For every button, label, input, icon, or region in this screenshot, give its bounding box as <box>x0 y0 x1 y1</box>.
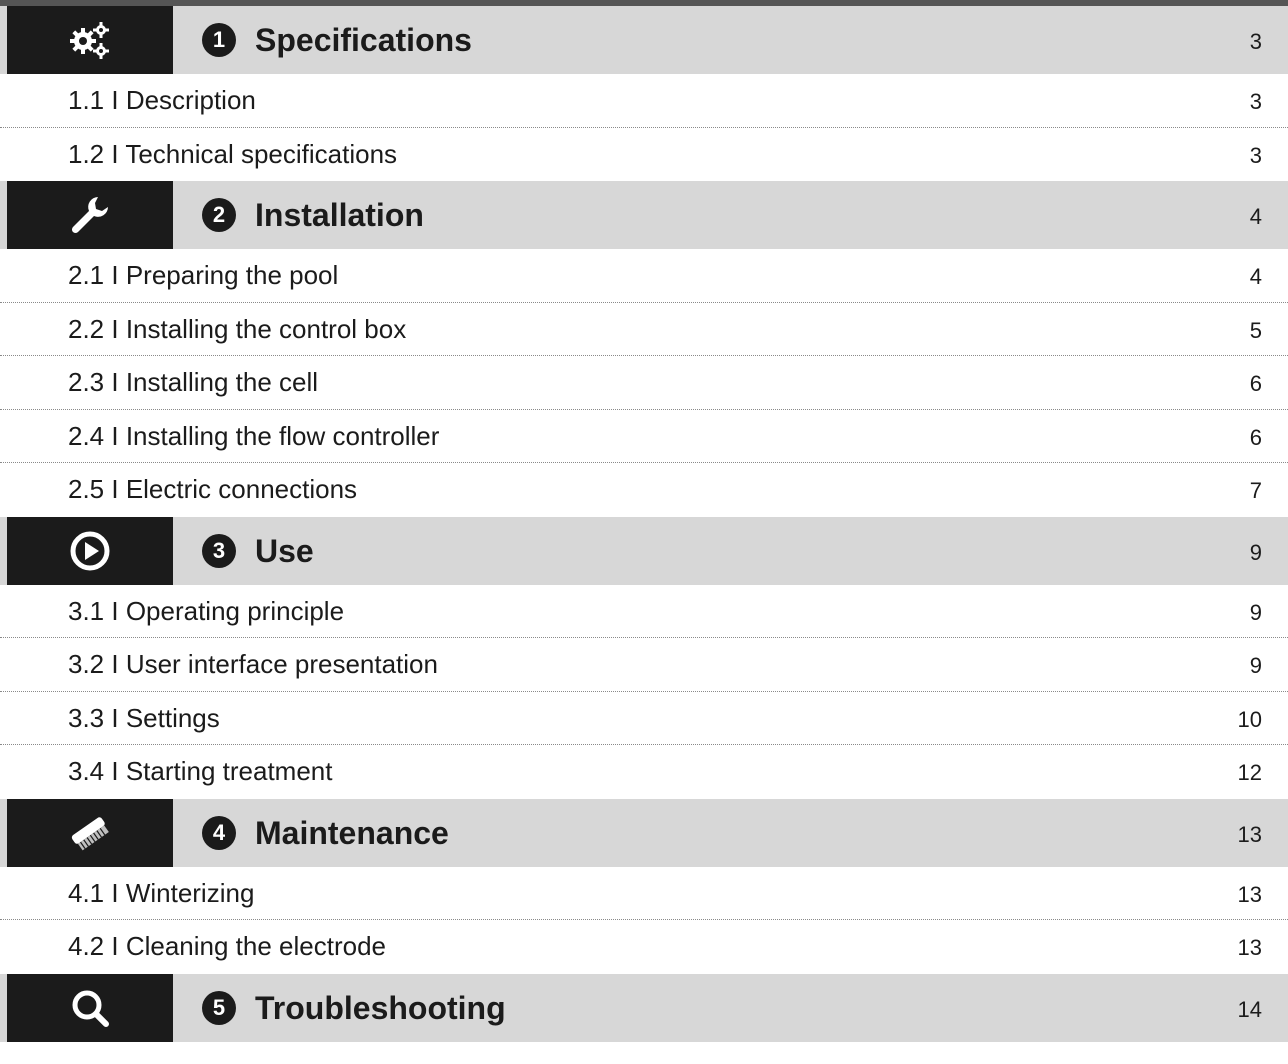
toc-entry[interactable] <box>0 638 1288 692</box>
toc-entry-page: 12 <box>1237 760 1262 785</box>
toc-entry-page: 10 <box>1237 706 1262 732</box>
toc-entry[interactable] <box>0 585 1288 639</box>
toc-entry[interactable] <box>0 867 1288 921</box>
toc-entry-label: 3.3 I Settings <box>68 702 220 733</box>
toc-entry[interactable] <box>0 356 1288 410</box>
toc-entry-label: 2.3 I Installing the cell <box>68 367 319 397</box>
toc-entry-page: 13 <box>1237 881 1262 907</box>
toc-entry-page: 5 <box>1249 317 1262 343</box>
toc-entry-label: 4.2 I Cleaning the electrode <box>68 931 386 961</box>
toc-entry[interactable] <box>0 410 1288 464</box>
section-icon-box <box>7 517 173 585</box>
toc-entry[interactable] <box>0 249 1288 303</box>
wrench-icon <box>68 193 112 237</box>
toc-section-installation[interactable] <box>0 181 1288 249</box>
toc-entry-page: 9 <box>1249 653 1262 678</box>
section-number: 3 <box>202 534 236 568</box>
section-number: 5 <box>202 991 236 1025</box>
section-page-number: 4 <box>1249 204 1262 229</box>
toc-entry-label: 4.1 I Winterizing <box>68 877 255 908</box>
toc-entry-label: 2.5 I Electric connections <box>68 474 358 504</box>
section-title: Specifications <box>255 22 472 58</box>
section-icon-box <box>7 181 173 249</box>
section-icon-box <box>7 799 173 867</box>
section-title: Installation <box>255 197 424 233</box>
toc-entry-page: 3 <box>1249 89 1262 114</box>
toc-section-use[interactable] <box>0 517 1288 585</box>
play-icon <box>68 529 112 573</box>
toc-entry-label: 2.4 I Installing the flow controller <box>68 420 440 451</box>
toc-entry-page: 13 <box>1237 935 1262 960</box>
toc-entry-label: 3.4 I Starting treatment <box>68 756 333 786</box>
toc-entry-page: 6 <box>1249 424 1262 450</box>
toc-entry-label: 1.2 I Technical specifications <box>68 138 398 169</box>
toc-entry-page: 4 <box>1249 264 1262 289</box>
toc-entry[interactable] <box>0 745 1288 799</box>
toc-entry-page: 7 <box>1249 478 1262 503</box>
section-title: Use <box>255 532 314 569</box>
toc-section-specifications[interactable] <box>0 6 1288 74</box>
magnifier-icon <box>68 986 112 1030</box>
toc-entry-label: 2.2 I Installing the control box <box>68 313 407 344</box>
section-title: Maintenance <box>255 814 449 851</box>
toc-entry-page: 9 <box>1249 599 1262 625</box>
section-page-number: 14 <box>1237 996 1262 1022</box>
toc-entry-label: 2.1 I Preparing the pool <box>68 260 339 290</box>
section-page-number: 3 <box>1249 29 1262 54</box>
section-number: 1 <box>202 23 236 57</box>
table-of-contents <box>0 6 1288 1042</box>
toc-entry-label: 3.2 I User interface presentation <box>68 649 438 679</box>
section-number: 4 <box>202 816 236 850</box>
toc-entry-page: 3 <box>1249 142 1262 168</box>
toc-entry[interactable] <box>0 692 1288 746</box>
section-icon-box <box>7 974 173 1042</box>
gears-icon <box>68 18 112 62</box>
toc-entry[interactable] <box>0 463 1288 517</box>
toc-entry[interactable] <box>0 128 1288 182</box>
section-icon-box <box>7 6 173 74</box>
toc-section-maintenance[interactable] <box>0 799 1288 867</box>
brush-icon <box>68 811 112 855</box>
toc-entry-label: 3.1 I Operating principle <box>68 595 345 626</box>
section-page-number: 13 <box>1237 821 1262 847</box>
section-number: 2 <box>202 198 236 232</box>
section-title: Troubleshooting <box>255 989 506 1026</box>
toc-section-troubleshooting[interactable] <box>0 974 1288 1042</box>
toc-entry-label: 1.1 I Description <box>68 85 256 115</box>
toc-entry-page: 6 <box>1249 371 1262 396</box>
toc-entry[interactable] <box>0 74 1288 128</box>
toc-entry[interactable] <box>0 303 1288 357</box>
toc-entry[interactable] <box>0 920 1288 974</box>
section-page-number: 9 <box>1249 539 1262 565</box>
